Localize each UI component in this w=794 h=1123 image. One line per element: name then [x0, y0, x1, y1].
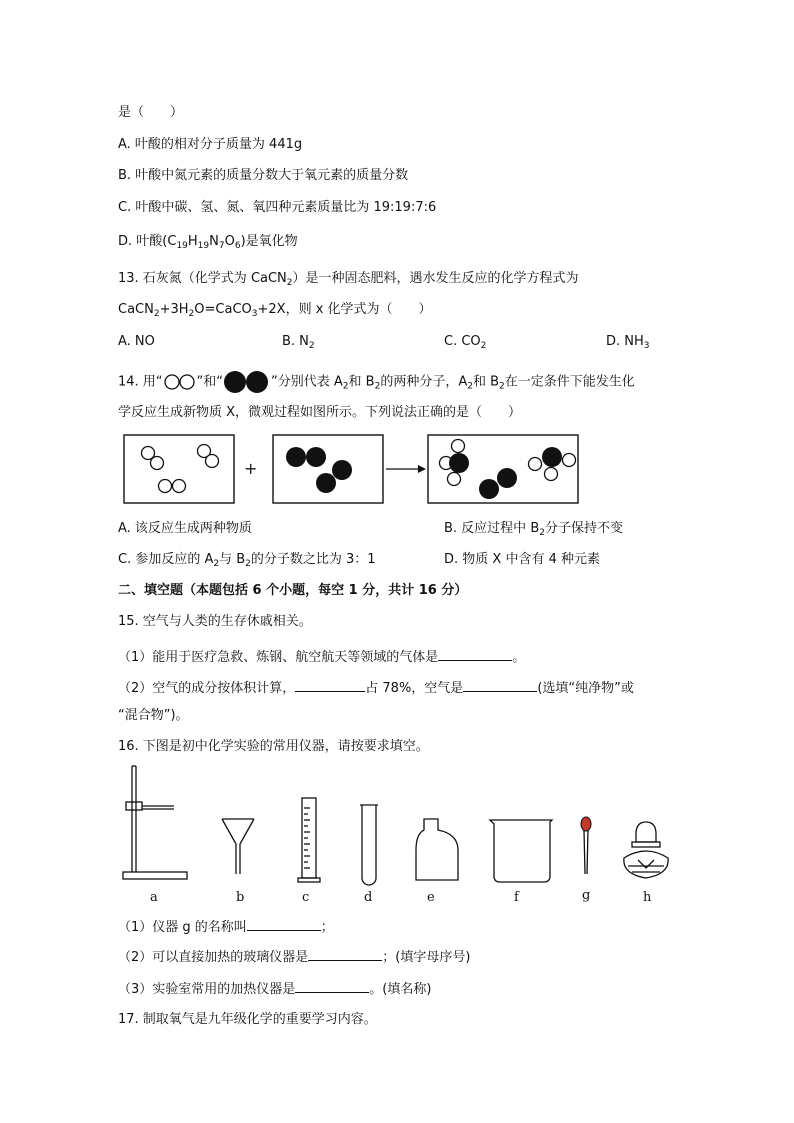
q14-option-b: B. 反应过程中 $B_2$分子保持不变: [444, 521, 623, 538]
q14-option-c: C. 参加反应的 $A_2$与 $B_2$的分子数之比为 3：1: [118, 552, 376, 569]
answer-blank[interactable]: [247, 916, 321, 931]
answer-blank[interactable]: [463, 677, 537, 692]
q16-part2: （2）可以直接加热的玻璃仪器是 ；(填字母序号): [118, 946, 470, 967]
apparatus-label-e: e: [427, 890, 435, 905]
lab-apparatus-figure: [118, 762, 678, 892]
apparatus-label-f: f: [514, 890, 519, 905]
q15-part1: （1）能用于医疗急救、炼钢、航空航天等领域的气体是 。: [118, 646, 525, 667]
apparatus-label-h: h: [643, 890, 652, 905]
q16-part3: （3）实验室常用的加热仪器是 。(填名称): [118, 978, 431, 999]
q13-stem-line2: $CaCN_2+3H_2O=CaCO_3+2X$，则 x 化学式为（ ）: [118, 302, 432, 319]
answer-blank[interactable]: [438, 646, 512, 661]
q13-option-b: B. $N_2$: [282, 334, 315, 351]
q13-option-d: D. $NH_3$: [606, 334, 650, 351]
q12-option-a: A. 叶酸的相对分子质量为 441g: [118, 137, 303, 152]
q12-option-d: D. 叶酸$(C_{19}H_{19}N_7O_6)$是氧化物: [118, 234, 298, 251]
alcohol-lamp-icon: [624, 822, 668, 878]
q16-part1: （1）仪器 g 的名称叫 ；: [118, 916, 334, 937]
q12-option-c: C. 叶酸中碳、氢、氮、氧四种元素质量比为 19:19:7:6: [118, 200, 437, 215]
answer-blank[interactable]: [295, 677, 365, 692]
q13-option-c: C. $CO_2$: [444, 334, 487, 351]
answer-blank[interactable]: [295, 978, 369, 993]
plus-sign: +: [244, 459, 258, 478]
apparatus-label-g: g: [582, 888, 591, 903]
q16-stem: 16. 下图是初中化学实验的常用仪器，请按要求填空。: [118, 739, 429, 754]
q15-part2-cont: “混合物”)。: [118, 708, 189, 723]
apparatus-label-c: c: [302, 890, 310, 905]
dropper-icon: [581, 817, 591, 874]
section-heading: 二、填空题（本题包括 6 个小题，每空 1 分，共计 16 分）: [118, 583, 468, 598]
q14-option-d: D. 物质 X 中含有 4 种元素: [444, 552, 600, 567]
reaction-diagram: [118, 430, 588, 510]
q12-stem-tail: 是（ ）: [118, 105, 184, 120]
q14-option-a: A. 该反应生成两种物质: [118, 521, 252, 536]
a2-molecule-icon: [163, 373, 197, 391]
beaker-icon: [490, 820, 552, 882]
answer-blank[interactable]: [308, 946, 382, 961]
q15-stem: 15. 空气与人类的生存休戚相关。: [118, 614, 312, 629]
b2-molecule-icon: [223, 369, 271, 395]
test-tube-icon: [362, 805, 376, 885]
q12-option-b: B. 叶酸中氮元素的质量分数大于氧元素的质量分数: [118, 168, 409, 183]
q14-stem-line1: 14. 用“ ”和“ ”分别代表 $A_2$和 $B_2$的两种分子，$A_2$和 $B_2$在一定条件下能发生化: [118, 369, 635, 396]
q13-stem-line1: 13. 石灰氮（化学式为 CaCN$_2$）是一种固态肥料，遇水发生反应的化学方程式为: [118, 271, 579, 288]
graduated-cylinder-icon: [298, 798, 320, 882]
apparatus-label-d: d: [364, 890, 373, 905]
apparatus-label-a: a: [150, 890, 158, 905]
reagent-bottle-icon: [416, 819, 458, 880]
apparatus-label-b: b: [236, 890, 245, 905]
q17-stem: 17. 制取氧气是九年级化学的重要学习内容。: [118, 1012, 377, 1027]
q15-part2: （2）空气的成分按体积计算， 占 78%，空气是 (选填“纯净物”或: [118, 677, 634, 698]
funnel-icon: [222, 819, 254, 874]
iron-stand-icon: [123, 766, 187, 879]
q14-stem-line2: 学反应生成新物质 X，微观过程如图所示。下列说法正确的是（ ）: [118, 405, 522, 420]
q13-option-a: A. NO: [118, 334, 155, 349]
